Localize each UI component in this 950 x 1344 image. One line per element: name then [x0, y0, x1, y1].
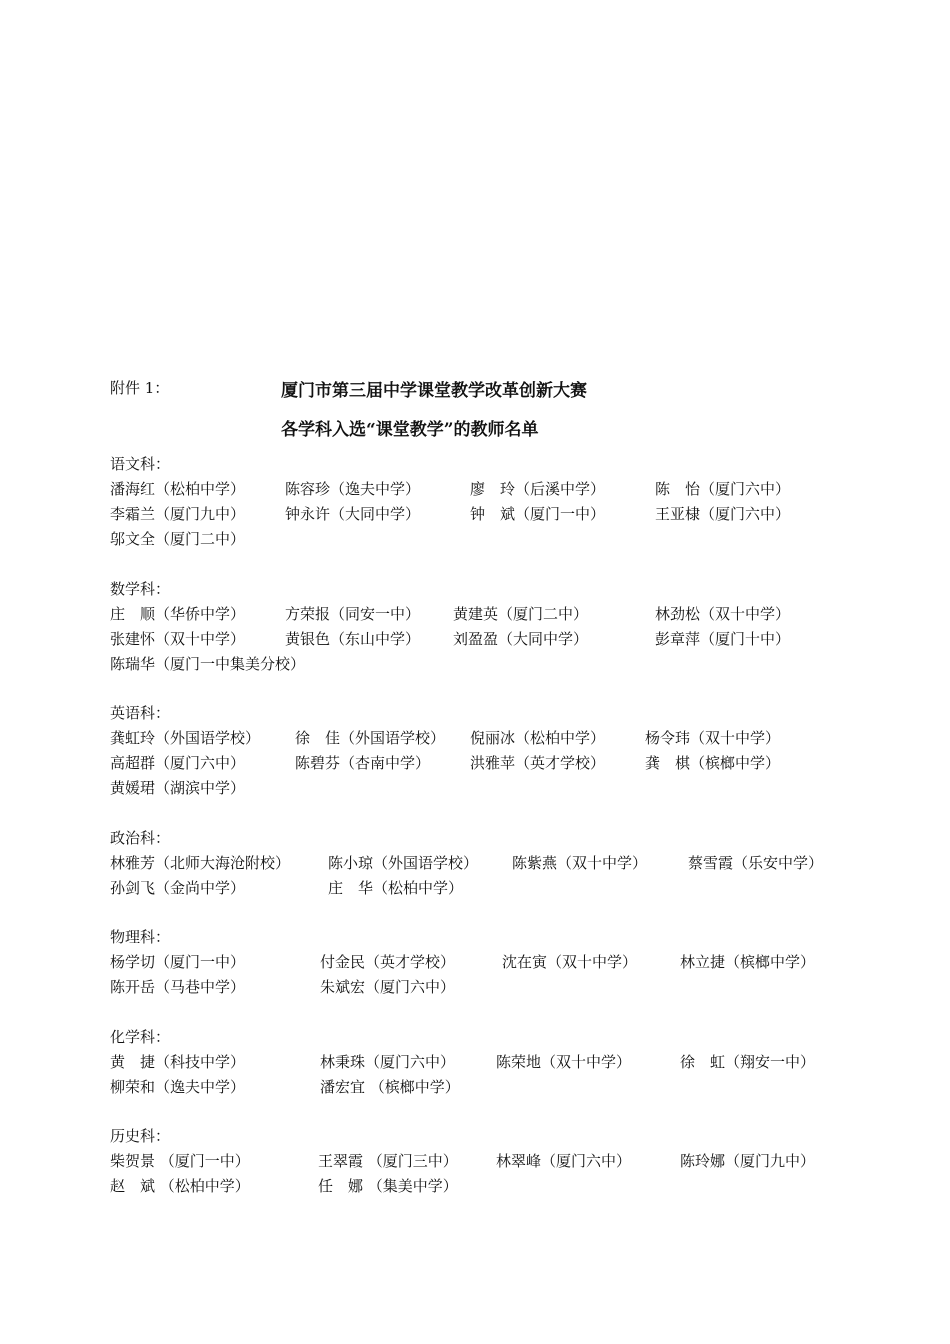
teacher-entry: 林劲松（双十中学）	[655, 605, 791, 623]
teacher-entry: 廖 玲（后溪中学）	[470, 480, 606, 498]
document-title: 厦门市第三届中学课堂教学改革创新大赛	[281, 381, 587, 401]
teacher-entry: 柳荣和（逸夫中学）	[110, 1078, 246, 1096]
teacher-entry: 钟永许（大同中学）	[285, 505, 421, 523]
teacher-entry: 林立捷（槟榔中学）	[680, 953, 816, 971]
teacher-entry: 朱斌宏（厦门六中）	[320, 978, 456, 996]
teacher-entry: 王翠霞 （厦门三中）	[318, 1152, 458, 1170]
document-subtitle: 各学科入选“课堂教学”的教师名单	[281, 420, 539, 440]
teacher-entry: 潘宏宜 （槟榔中学）	[320, 1078, 460, 1096]
teacher-entry: 黄 捷（科技中学）	[110, 1053, 246, 1071]
teacher-entry: 杨令玮（双十中学）	[645, 729, 781, 747]
teacher-row	[110, 1075, 870, 1100]
subject-heading: 英语科：	[110, 704, 171, 722]
teacher-entry: 陈开岳（马巷中学）	[110, 978, 246, 996]
teacher-row	[110, 627, 870, 652]
teacher-entry: 付金民（英才学校）	[320, 953, 456, 971]
subject-heading: 数学科：	[110, 580, 171, 598]
attachment-label: 附件 1：	[110, 379, 170, 397]
teacher-entry: 赵 斌 （松柏中学）	[110, 1177, 250, 1195]
subject-section	[110, 452, 870, 552]
teacher-entry: 陈荣地（双十中学）	[496, 1053, 632, 1071]
teacher-entry: 林秉珠（厦门六中）	[320, 1053, 456, 1071]
teacher-entry: 龚虹玲（外国语学校）	[110, 729, 261, 747]
teacher-entry: 任 娜 （集美中学）	[318, 1177, 458, 1195]
teacher-entry: 杨学切（厦门一中）	[110, 953, 246, 971]
teacher-entry: 钟 斌（厦门一中）	[470, 505, 606, 523]
subject-heading: 语文科：	[110, 455, 171, 473]
teacher-row	[110, 975, 870, 1000]
subject-section	[110, 925, 870, 1000]
teacher-entry: 林雅芳（北师大海沧附校）	[110, 854, 291, 872]
teacher-entry: 林翠峰（厦门六中）	[496, 1152, 632, 1170]
teacher-entry: 高超群（厦门六中）	[110, 754, 246, 772]
subject-section	[110, 701, 870, 801]
teacher-row	[110, 876, 870, 901]
teacher-entry: 陈 怡（厦门六中）	[655, 480, 791, 498]
teacher-entry: 徐 佳（外国语学校）	[295, 729, 446, 747]
teacher-entry: 陈容珍（逸夫中学）	[285, 480, 421, 498]
teacher-entry: 彭章萍（厦门十中）	[655, 630, 791, 648]
teacher-row	[110, 1050, 870, 1075]
teacher-row	[110, 477, 870, 502]
teacher-entry: 邬文全（厦门二中）	[110, 530, 246, 548]
teacher-row	[110, 776, 870, 801]
subject-section	[110, 577, 870, 677]
teacher-entry: 黄媛珺（湖滨中学）	[110, 779, 246, 797]
teacher-row	[110, 527, 870, 552]
teacher-entry: 孙剑飞（金尚中学）	[110, 879, 246, 897]
teacher-entry: 龚 棋（槟榔中学）	[645, 754, 781, 772]
teacher-row	[110, 1149, 870, 1174]
subject-heading: 历史科：	[110, 1127, 171, 1145]
subject-heading: 政治科：	[110, 829, 171, 847]
teacher-entry: 刘盈盈（大同中学）	[453, 630, 589, 648]
subject-section	[110, 1124, 870, 1199]
teacher-row	[110, 1174, 870, 1199]
teacher-entry: 黄建英（厦门二中）	[453, 605, 589, 623]
teacher-entry: 潘海红（松柏中学）	[110, 480, 246, 498]
teacher-entry: 柴贺景 （厦门一中）	[110, 1152, 250, 1170]
subject-heading: 化学科：	[110, 1028, 171, 1046]
teacher-entry: 陈小琼（外国语学校）	[328, 854, 479, 872]
teacher-row	[110, 602, 870, 627]
teacher-entry: 徐 虹（翔安一中）	[680, 1053, 816, 1071]
teacher-entry: 陈玲娜（厦门九中）	[680, 1152, 816, 1170]
teacher-row	[110, 851, 870, 876]
teacher-entry: 沈在寅（双十中学）	[502, 953, 638, 971]
teacher-entry: 蔡雪霞（乐安中学）	[688, 854, 824, 872]
teacher-entry: 庄 华（松柏中学）	[328, 879, 464, 897]
teacher-entry: 王亚棣（厦门六中）	[655, 505, 791, 523]
subject-heading: 物理科：	[110, 928, 171, 946]
teacher-entry: 张建怀（双十中学）	[110, 630, 246, 648]
teacher-entry: 庄 顺（华侨中学）	[110, 605, 246, 623]
teacher-entry: 黄银色（东山中学）	[285, 630, 421, 648]
teacher-entry: 洪雅苹（英才学校）	[470, 754, 606, 772]
teacher-row	[110, 652, 870, 677]
subject-section	[110, 826, 870, 901]
teacher-entry: 倪丽冰（松柏中学）	[470, 729, 606, 747]
teacher-entry: 陈紫燕（双十中学）	[512, 854, 648, 872]
teacher-entry: 方荣报（同安一中）	[285, 605, 421, 623]
teacher-row	[110, 502, 870, 527]
teacher-row	[110, 950, 870, 975]
teacher-entry: 陈碧芬（杏南中学）	[295, 754, 431, 772]
teacher-entry: 陈瑞华（厦门一中集美分校）	[110, 655, 306, 673]
teacher-row	[110, 751, 870, 776]
subject-section	[110, 1025, 870, 1100]
teacher-row	[110, 726, 870, 751]
teacher-entry: 李霜兰（厦门九中）	[110, 505, 246, 523]
